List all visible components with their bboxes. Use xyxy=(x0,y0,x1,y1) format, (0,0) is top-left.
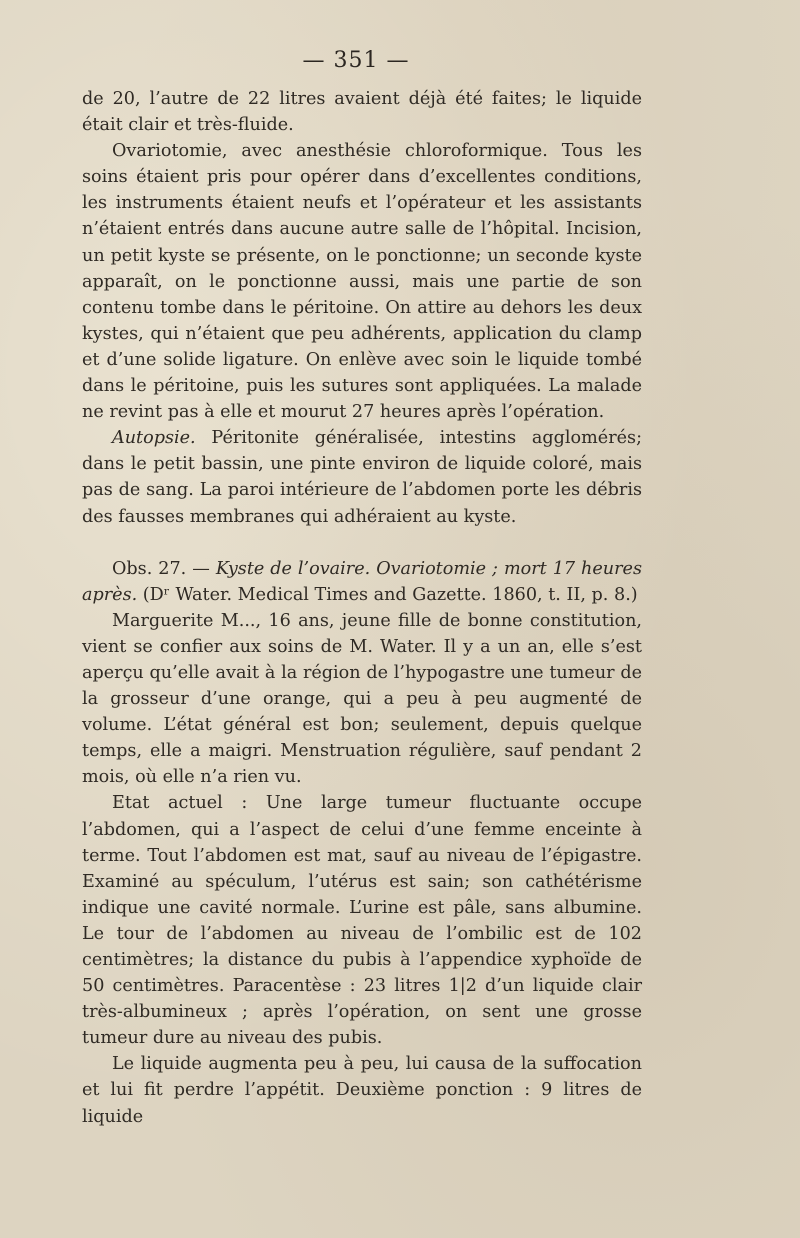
body-text xyxy=(82,86,642,1130)
paragraph-patient-history: Marguerite M..., 16 ans, jeune fille de bonne constitution, vient se confier aux soins de M. Water. Il y a un an, elle s’est aperçu qu’elle avait à la région de l’hypogastre une tumeur de la grosseur d’une orange, qui a peu à peu augmenté de volume. L’état général est bon; seulement, depuis quelque temps, elle a maigri. Menstruation régulière, sauf pendant 2 mois, où elle n’a rien vu. xyxy=(82,610,642,788)
observation-heading xyxy=(82,556,642,608)
observation-label: Obs. 27. — xyxy=(112,558,216,579)
paragraph-current-state: Etat actuel : Une large tumeur fluctuante occupe l’abdomen, qui a l’aspect de celui d’une femme enceinte à terme. Tout l’abdomen est mat, sauf au niveau de l’épigastre. Examiné au spéculum, l’utérus est sain; son cathétérisme indique une cavité normale. L’urine est pâle, sans albumine. Le tour de l’abdomen au niveau de l’ombilic est de 102 centimètres; la distance du pubis à l’appendice xyphoïde de 50 centimètres. Paracentèse : 23 litres 1|2 d’un liquide clair très-albumineux ; après l’opération, on sent une grosse tumeur dure au niveau des pubis. xyxy=(82,793,642,1049)
paragraph-ovariotomy: Ovariotomie, avec anesthésie chloroformique. Tous les soins étaient pris pour opérer dans d’excellentes conditions, les instruments étaient neufs et l’opérateur et les assistants n’étaient entrés dans aucune autre salle de l’hôpital. Incision, un petit kyste se présente, on le ponctionne; un seconde kyste apparaît, on le ponctionne aussi, mais une partie de son contenu tombe dans le péritoine. On attire au dehors les deux kystes, qui n’étaient que peu adhérents, application du clamp et d’une solide ligature. On enlève avec soin le liquide tombé dans le péritoine, puis les sutures sont appliquées. La malade ne revint pas à elle et mourut 27 heures après l’opération. xyxy=(82,141,642,423)
autopsy-label: Autopsie. xyxy=(112,428,196,449)
observation-source: (Dʳ Water. Medical Times and Gazette. 1860, t. II, p. 8.) xyxy=(137,584,638,605)
paragraph-progression: Le liquide augmenta peu à peu, lui causa de la suffocation et lui fit perdre l’appétit. Deuxième ponction : 9 litres de liquide xyxy=(82,1054,642,1127)
observation-title: Kyste de l’ovaire. Ovariotomie ; mort 17 heures après. xyxy=(82,558,642,605)
autopsy-text: Péritonite généralisée, intestins agglomérés; dans le petit bassin, une pinte environ de liquide coloré, mais pas de sang. La paroi intérieure de l’abdomen porte les débris des fausses membranes qui adhéraient au kyste. xyxy=(82,428,642,527)
paragraph-continuation: de 20, l’autre de 22 litres avaient déjà été faites; le liquide était clair et très-fluide. xyxy=(82,89,642,136)
page-number: — 351 — xyxy=(302,48,410,73)
paragraph-autopsy xyxy=(82,425,642,529)
